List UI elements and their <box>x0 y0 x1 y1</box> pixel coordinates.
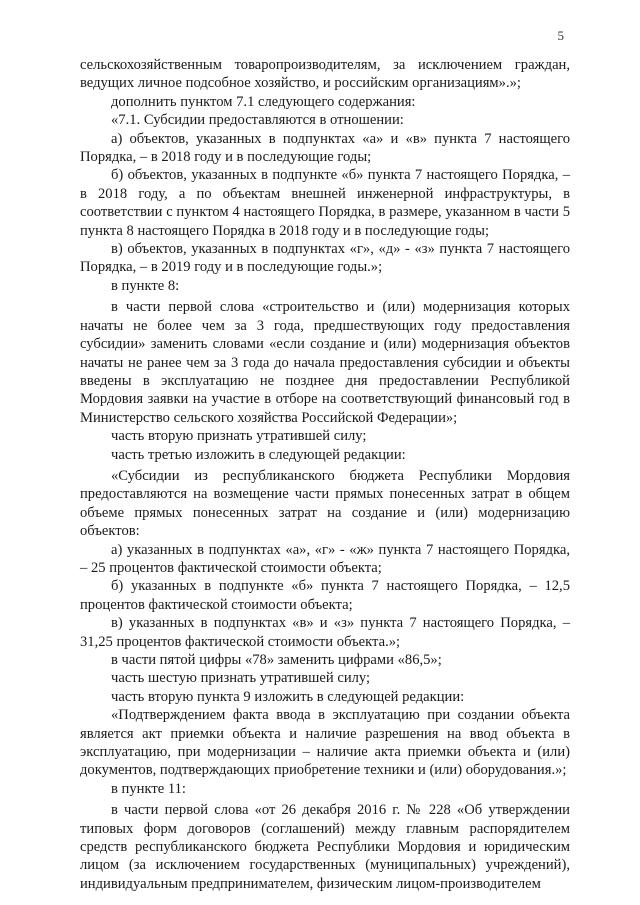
paragraph-3: «7.1. Субсидии предоставляются в отношении: <box>111 112 404 129</box>
document-body <box>80 56 570 893</box>
paragraph-11: «Субсидии из республиканского бюджета Республики Мордовия предоставляются на возмещение части прямых понесенных затрат в общем объеме прямых понесенных затрат на создание и (или) модернизацию объектов: <box>80 467 570 540</box>
paragraph-7: в пункте 8: <box>111 277 180 294</box>
paragraph-5: б) объектов, указанных в подпункте «б» пункта 7 настоящего Порядка, – в 2018 году, а по объектам внешней инженерной инфраструктуры, в соответствии с пунктом 4 настоящего Порядка, в размере, указанном в части 5 пункта 8 настоящего Порядка в 2018 году и в последующие годы; <box>80 167 570 239</box>
paragraph-16: часть шестую признать утратившей силу; <box>111 670 371 687</box>
page-number: 5 <box>557 28 564 43</box>
paragraph-1: сельскохозяйственным товаропроизводителям, за исключением граждан, ведущих личное подсобное хозяйство, и российским организациям».»; <box>80 57 570 92</box>
paragraph-9: часть вторую признать утратившей силу; <box>111 428 367 445</box>
paragraph-14: в) указанных в подпунктах «в» и «з» пункта 7 настоящего Порядка, – 31,25 процентов фактической стоимости объекта.»; <box>80 615 570 650</box>
paragraph-19: в пункте 11: <box>111 780 186 797</box>
paragraph-18: «Подтверждением факта ввода в эксплуатацию при создании объекта является акт приемки объекта и наличие разрешения на ввод объекта в эксплуатацию, при модернизации – наличие акта приемки объекта и (или) документов, подтверждающих приобретение техники и (или) оборудования.»; <box>80 707 570 779</box>
paragraph-17: часть вторую пункта 9 изложить в следующей редакции: <box>111 688 465 705</box>
paragraph-4: а) объектов, указанных в подпунктах «а» и «в» пункта 7 настоящего Порядка, – в 2018 году и в последующие годы; <box>80 130 570 166</box>
paragraph-2: дополнить пунктом 7.1 следующего содержания: <box>111 93 416 110</box>
paragraph-15: в части пятой цифры «78» заменить цифрами «86,5»; <box>111 652 442 668</box>
paragraph-10: часть третью изложить в следующей редакции: <box>111 446 406 463</box>
paragraph-6: в) объектов, указанных в подпунктах «г», «д» - «з» пункта 7 настоящего Порядка, – в 2019 году и в последующие годы.»; <box>80 241 570 276</box>
paragraph-12: а) указанных в подпунктах «а», «г» - «ж» пункта 7 настоящего Порядка, – 25 процентов фактической стоимости объекта; <box>80 541 570 576</box>
paragraph-13: б) указанных в подпункте «б» пункта 7 настоящего Порядка, – 12,5 процентов фактической стоимости объекта; <box>80 578 570 613</box>
paragraph-8: в части первой слова «строительство и (или) модернизация которых начаты не более чем за 3 года, предшествующих году предоставления субсидии» заменить словами «если создание и (или) модернизация объектов начаты не ранее чем за 3 года до начала предоставления субсидии и объекты введены в эксплуатацию не позднее дня предоставлении Республикой Мордовия заявки на участие в отборе на соответствующий финансовый год в Министерство сельского хозяйства Российской Федерации»; <box>80 299 570 426</box>
paragraph-20: в части первой слова «от 26 декабря 2016 г. № 228 «Об утверждении типовых форм договоров (соглашений) между главным распорядителем средств республиканского бюджета Республики Мордовия и юридическим лицом (за исключением государственных (муниципальных) учреждений), индивидуальным предпринимателем, физическим лицом-производителем <box>80 802 570 892</box>
